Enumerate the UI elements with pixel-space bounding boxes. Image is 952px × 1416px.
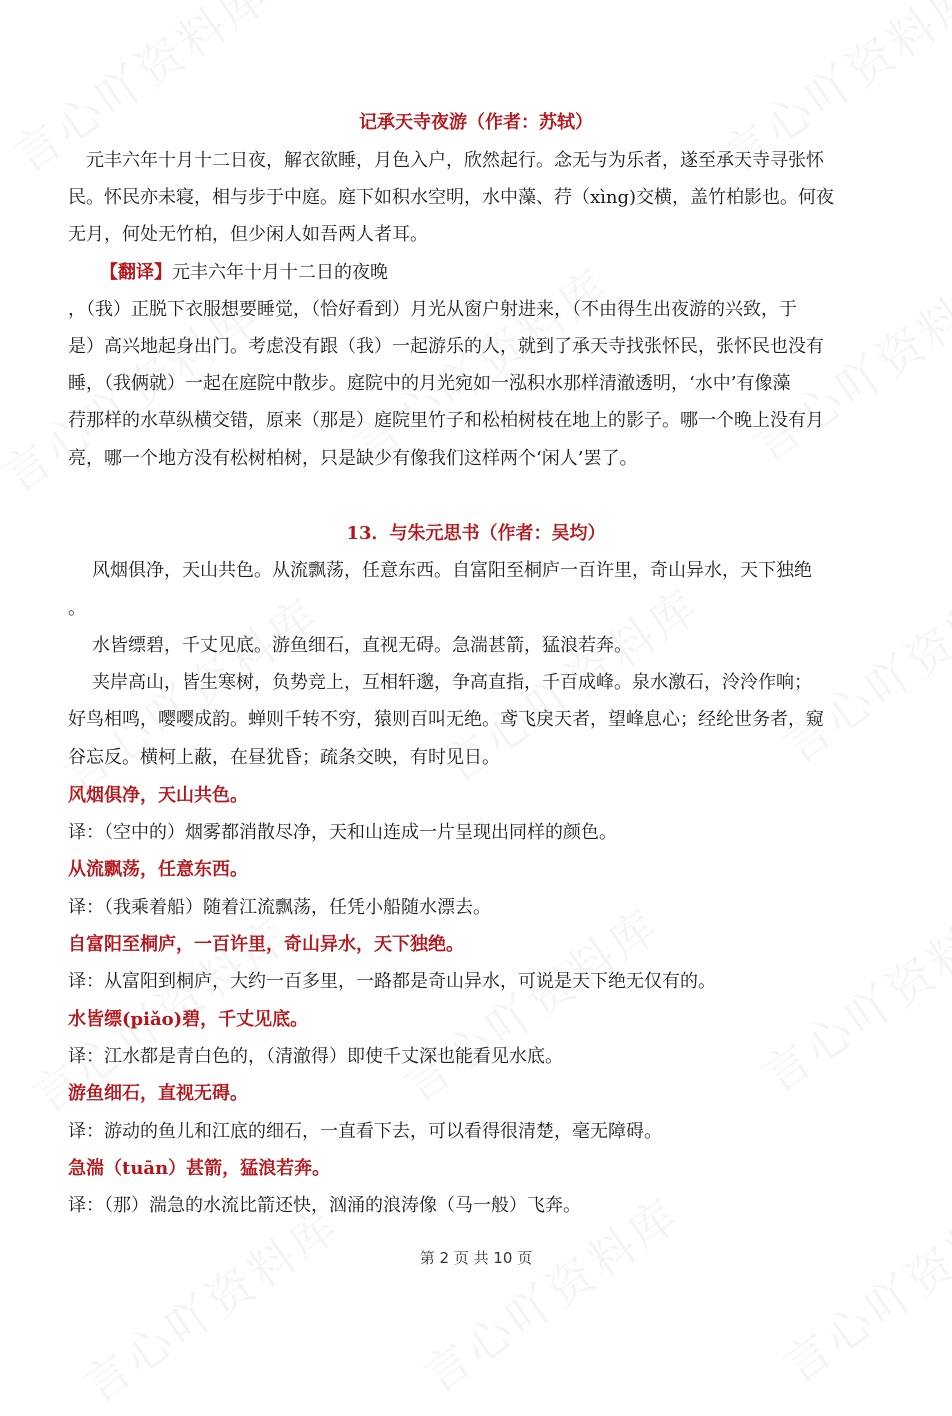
- sentence-original: 水皆缥(piǎo)碧，千丈见底。: [68, 1009, 309, 1030]
- sentence-original: 游鱼细石，直视无碍。: [68, 1083, 248, 1104]
- translation-label: 【翻译】: [100, 262, 172, 283]
- sentence-translation: 译：（那）湍急的水流比箭还快，汹涌的浪涛像（马一般）飞奔。: [68, 1195, 581, 1216]
- section-title-yuzhuyuansishu: 13．与朱元思书（作者：吴均）: [346, 523, 606, 544]
- translation-heading: [100, 261, 388, 285]
- original-text-line: 夹岸高山，皆生寒树，负势竞上，互相轩邈，争高直指，千百成峰。泉水激石，泠泠作响；: [74, 672, 812, 693]
- sentence-original: 急湍（tuān）甚箭，猛浪若奔。: [68, 1158, 331, 1179]
- sentence-original: 风烟俱净，天山共色。: [68, 785, 248, 806]
- sentence-original: 自富阳至桐庐，一百许里，奇山异水，天下独绝。: [68, 934, 464, 955]
- watermark: [748, 880, 952, 1106]
- translation-line: 是）高兴地起身出门。考虑没有跟（我）一起游乐的人，就到了承天寺找张怀民，张怀民也没有: [68, 336, 824, 357]
- original-text-line: 元丰六年十月十二日夜，解衣欲睡，月色入户，欣然起行。念无与为乐者，遂至承天寺寻张怀: [68, 150, 824, 171]
- sentence-translation: 译：江水都是青白色的，（清澈得）即使千丈深也能看见水底。: [68, 1046, 563, 1067]
- translation-line: 亮，哪一个地方没有松树柏树，只是缺少有像我们这样两个‘闲人’罢了。: [68, 448, 638, 469]
- translation-line: 睡，（我俩就）一起在庭院中散步。庭院中的月光宛如一泓积水那样清澈透明，‘水中’有像藻: [68, 373, 791, 394]
- sentence-translation: 译：（空中的）烟雾都消散尽净，天和山连成一片呈现出同样的颜色。: [68, 822, 617, 843]
- original-text-line: 风烟俱净，天山共色。从流飘荡，任意东西。自富阳至桐庐一百许里，奇山异水，天下独绝: [74, 560, 812, 581]
- watermark: [768, 1170, 952, 1396]
- original-text-line: 。: [68, 598, 86, 619]
- translation-line: ，（我）正脱下衣服想要睡觉，（恰好看到）月光从窗户射进来，（不由得生出夜游的兴致，于: [68, 299, 797, 320]
- sentence-translation: 译：从富阳到桐庐，大约一百多里，一路都是奇山异水，可说是天下绝无仅有的。: [68, 971, 716, 992]
- translation-line: 荇那样的水草纵横交错，原来（那是）庭院里竹子和松柏树枝在地上的影子。哪一个晚上没有月: [68, 410, 824, 431]
- original-text-line: 无月，何处无竹柏，但少闲人如吾两人者耳。: [68, 224, 428, 245]
- watermark: [68, 1190, 352, 1416]
- section-title-chengtiansi: 记承天寺夜游（作者：苏轼）: [359, 112, 593, 133]
- original-text-line: 好鸟相鸣，嘤嘤成韵。蝉则千转不穷，猿则百叫无绝。鸢飞戾天者，望峰息心；经纶世务者，窥: [68, 709, 824, 730]
- watermark: [768, 550, 952, 776]
- watermark: [738, 250, 952, 476]
- sentence-translation: 译：游动的鱼儿和江底的细石，一直看下去，可以看得很清楚，毫无障碍。: [68, 1121, 662, 1142]
- watermark: [388, 890, 672, 1116]
- original-text-line: 水皆缥碧，千丈见底。游鱼细石，直视无碍。急湍甚箭，猛浪若奔。: [74, 635, 632, 656]
- translation-first-line: 元丰六年十月十二日的夜晚: [172, 262, 388, 283]
- original-text-line: 谷忘反。横柯上蔽，在昼犹昏；疏条交映，有时见日。: [68, 747, 500, 768]
- sentence-original: 从流飘荡，任意东西。: [68, 859, 248, 880]
- sentence-translation: 译：（我乘着船）随着江流飘荡，任凭小船随水漂去。: [68, 897, 491, 918]
- original-text-line: 民。怀民亦未寝，相与步于中庭。庭下如积水空明，水中藻、荇（xìng)交横，盖竹柏影也。何夜: [68, 187, 835, 208]
- page-number-footer: 第 2 页 共 10 页: [419, 1249, 533, 1267]
